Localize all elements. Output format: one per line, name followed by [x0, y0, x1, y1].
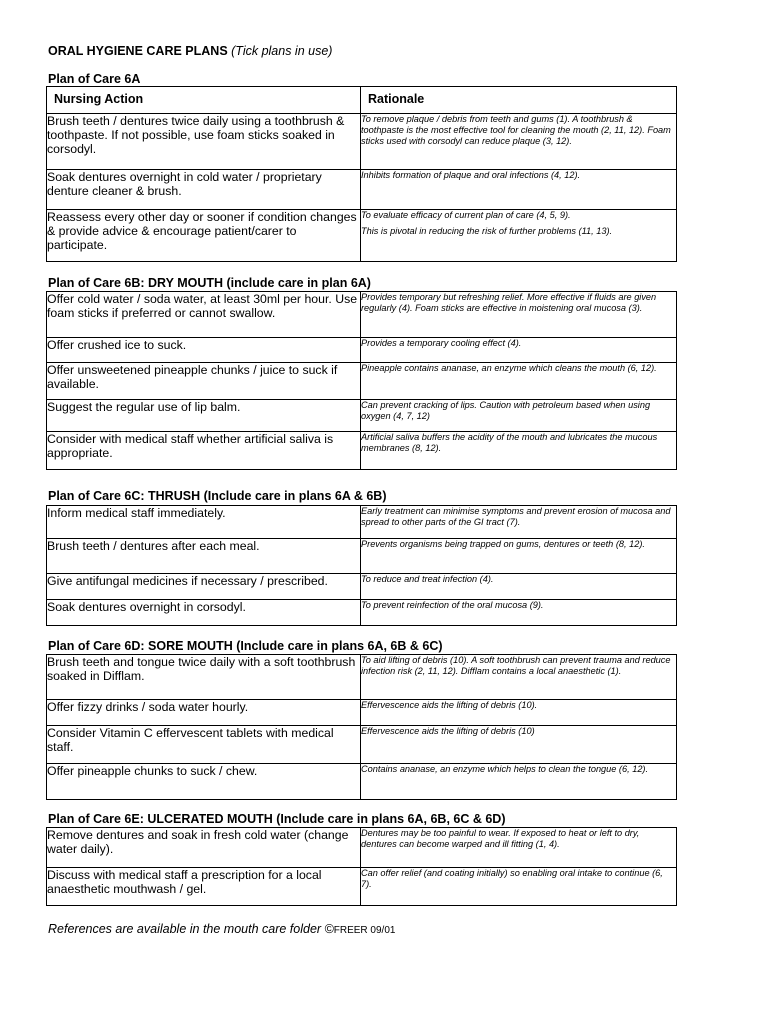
title-text: ORAL HYGIENE CARE PLANS: [48, 44, 228, 58]
plan-6c-heading: Plan of Care 6C: THRUSH (Include care in plans 6A & 6B): [48, 489, 387, 503]
plan-6e-table: [46, 827, 677, 906]
rationale-cell: To reduce and treat infection (4).: [361, 574, 677, 600]
table-row: [47, 432, 677, 470]
rationale-cell: Provides temporary but refreshing relief. More effective if fluids are given regularly (4). Foam sticks are effective in moistening oral mucosa (3).: [361, 292, 677, 338]
plan-6d-heading: Plan of Care 6D: SORE MOUTH (Include care in plans 6A, 6B & 6C): [48, 639, 443, 653]
table-row: [47, 726, 677, 764]
table-row: [47, 506, 677, 539]
table-header-row: [47, 87, 677, 114]
plan-6a-table: [46, 86, 677, 262]
footer-note: [48, 922, 395, 936]
rationale-cell: [361, 210, 677, 262]
table-row: [47, 210, 677, 262]
action-cell: Consider Vitamin C effervescent tablets with medical staff.: [47, 726, 361, 764]
table-row: [47, 828, 677, 868]
table-row: [47, 655, 677, 700]
table-row: [47, 539, 677, 574]
plan-6d-table: [46, 654, 677, 800]
plan-6a-heading: Plan of Care 6A: [48, 72, 141, 86]
action-cell: Offer unsweetened pineapple chunks / juice to suck if available.: [47, 363, 361, 400]
action-cell: Remove dentures and soak in fresh cold water (change water daily).: [47, 828, 361, 868]
action-cell: Brush teeth / dentures after each meal.: [47, 539, 361, 574]
rationale-header: Rationale: [361, 87, 677, 114]
action-cell: Soak dentures overnight in cold water / proprietary denture cleaner & brush.: [47, 170, 361, 210]
action-cell: Consider with medical staff whether artificial saliva is appropriate.: [47, 432, 361, 470]
plan-6b-heading: Plan of Care 6B: DRY MOUTH (include care in plan 6A): [48, 276, 371, 290]
action-cell: Reassess every other day or sooner if condition changes & provide advice & encourage patient/carer to participate.: [47, 210, 361, 262]
action-cell: Inform medical staff immediately.: [47, 506, 361, 539]
title-note: (Tick plans in use): [231, 44, 333, 58]
action-cell: Brush teeth / dentures twice daily using a toothbrush & toothpaste. If not possible, use foam sticks soaked in corsodyl.: [47, 114, 361, 170]
table-row: [47, 338, 677, 363]
rationale-cell: Early treatment can minimise symptoms and prevent erosion of mucosa and spread to other parts of the GI tract (7).: [361, 506, 677, 539]
table-row: [47, 170, 677, 210]
rationale-cell: To prevent reinfection of the oral mucosa (9).: [361, 600, 677, 626]
table-row: [47, 700, 677, 726]
rationale-cell: Can prevent cracking of lips. Caution with petroleum based when using oxygen (4, 7, 12): [361, 400, 677, 432]
rationale-cell: Provides a temporary cooling effect (4).: [361, 338, 677, 363]
rationale-cell: To remove plaque / debris from teeth and gums (1). A toothbrush & toothpaste is the most effective tool for cleaning the mouth (2, 11, 12). Foam sticks used with corsodyl can reduce plaque (3, 12).: [361, 114, 677, 170]
rationale-line: This is pivotal in reducing the risk of further problems (11, 13).: [361, 226, 613, 236]
nursing-action-header: Nursing Action: [47, 87, 361, 114]
table-row: [47, 574, 677, 600]
action-cell: Suggest the regular use of lip balm.: [47, 400, 361, 432]
rationale-cell: Effervescence aids the lifting of debris (10).: [361, 700, 677, 726]
copyright-text: FREER 09/01: [333, 925, 396, 936]
rationale-cell: To aid lifting of debris (10). A soft toothbrush can prevent trauma and reduce infection risk (2, 11, 12). Difflam contains a local anaesthetic (1).: [361, 655, 677, 700]
table-row: [47, 292, 677, 338]
table-row: [47, 764, 677, 800]
action-cell: Discuss with medical staff a prescription for a local anaesthetic mouthwash / gel.: [47, 868, 361, 906]
page-title: [48, 44, 332, 58]
action-cell: Offer fizzy drinks / soda water hourly.: [47, 700, 361, 726]
rationale-cell: Effervescence aids the lifting of debris (10): [361, 726, 677, 764]
table-row: [47, 363, 677, 400]
table-row: [47, 400, 677, 432]
table-row: [47, 114, 677, 170]
plan-6c-table: [46, 505, 677, 626]
plan-6e-heading: Plan of Care 6E: ULCERATED MOUTH (Include care in plans 6A, 6B, 6C & 6D): [48, 812, 506, 826]
action-cell: Give antifungal medicines if necessary / prescribed.: [47, 574, 361, 600]
rationale-cell: Inhibits formation of plaque and oral infections (4, 12).: [361, 170, 677, 210]
plan-6b-table: [46, 291, 677, 470]
action-cell: Offer pineapple chunks to suck / chew.: [47, 764, 361, 800]
action-cell: Offer cold water / soda water, at least 30ml per hour. Use foam sticks if preferred or cannot swallow.: [47, 292, 361, 338]
rationale-cell: Can offer relief (and coating initially) so enabling oral intake to continue (6, 7).: [361, 868, 677, 906]
action-cell: Soak dentures overnight in corsodyl.: [47, 600, 361, 626]
rationale-cell: Artificial saliva buffers the acidity of the mouth and lubricates the mucous membranes (8, 12).: [361, 432, 677, 470]
footer-text: References are available in the mouth care folder ©: [48, 922, 334, 936]
rationale-cell: Dentures may be too painful to wear. If exposed to heat or left to dry, dentures can become warped and ill fitting (1, 4).: [361, 828, 677, 868]
rationale-cell: Prevents organisms being trapped on gums, dentures or teeth (8, 12).: [361, 539, 677, 574]
rationale-cell: Contains ananase, an enzyme which helps to clean the tongue (6, 12).: [361, 764, 677, 800]
action-cell: Brush teeth and tongue twice daily with a soft toothbrush soaked in Difflam.: [47, 655, 361, 700]
rationale-cell: Pineapple contains ananase, an enzyme which cleans the mouth (6, 12).: [361, 363, 677, 400]
action-cell: Offer crushed ice to suck.: [47, 338, 361, 363]
table-row: [47, 600, 677, 626]
table-row: [47, 868, 677, 906]
rationale-line: To evaluate efficacy of current plan of care (4, 5, 9).: [361, 210, 571, 220]
